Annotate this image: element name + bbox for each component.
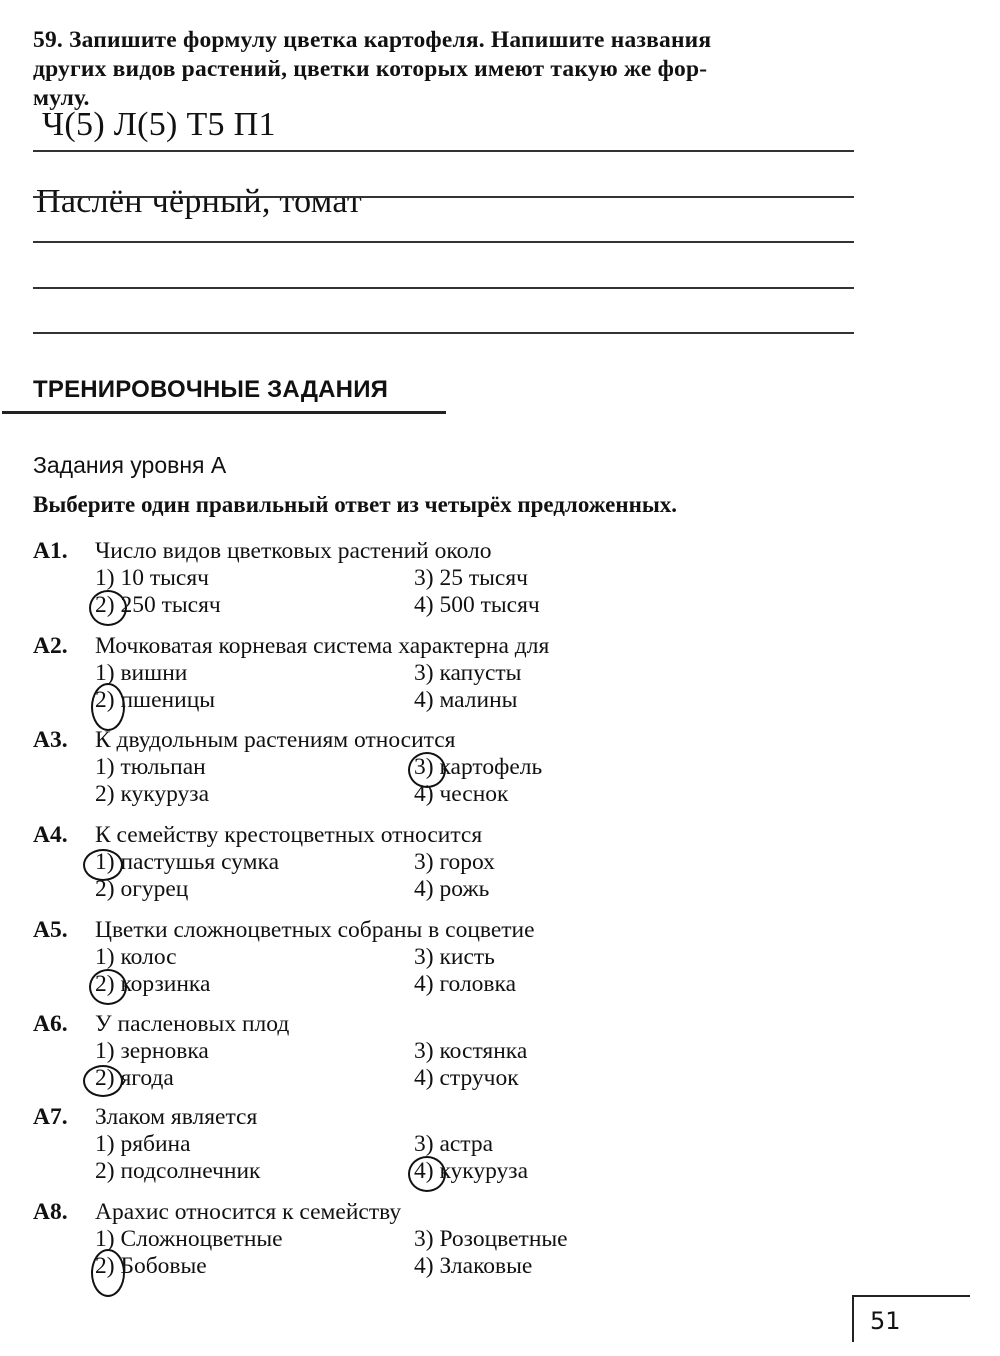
answer-option-2[interactable]: 2) корзинка [95, 971, 211, 997]
question-number: А4. [33, 822, 68, 848]
page-number: 51 [870, 1307, 901, 1335]
answer-option-1[interactable]: 1) вишни [95, 660, 188, 686]
task-59-prompt [33, 26, 863, 113]
answer-option-4[interactable]: 4) головка [414, 971, 517, 997]
section-heading: ТРЕНИРОВОЧНЫЕ ЗАДАНИЯ [33, 376, 389, 403]
task-59-line-2: других видов растений, цветки которых имеют такую же фор- [33, 56, 708, 82]
answer-option-1[interactable]: 1) 10 тысяч [95, 565, 209, 591]
task-59-line-3: мулу. [33, 85, 90, 111]
answer-option-3[interactable]: 3) горох [414, 849, 495, 875]
question-text: У пасленовых плод [95, 1011, 290, 1037]
answer-option-3[interactable]: 3) 25 тысяч [414, 565, 528, 591]
answer-option-1[interactable]: 1) тюльпан [95, 754, 206, 780]
question-number: А5. [33, 917, 68, 943]
answer-option-2[interactable]: 2) подсолнечник [95, 1158, 261, 1184]
instruction: Выберите один правильный ответ из четырёх предложенных. [33, 492, 678, 517]
question-8 [33, 1199, 713, 1283]
answer-option-1[interactable]: 1) колос [95, 944, 177, 970]
answer-line-5 [33, 332, 854, 334]
answer-formula[interactable]: Ч(5) Л(5) Т5 П1 [42, 106, 276, 143]
question-7 [33, 1104, 713, 1188]
answer-option-4[interactable]: 4) кукуруза [414, 1158, 529, 1184]
answer-option-3[interactable]: 3) капусты [414, 660, 522, 686]
level-label: Задания уровня А [33, 452, 227, 478]
answer-option-2[interactable]: 2) Бобовые [95, 1253, 207, 1279]
question-text: К двудольным растениям относится [95, 727, 456, 753]
answer-option-4[interactable]: 4) рожь [414, 876, 490, 902]
answer-option-1[interactable]: 1) Сложноцветные [95, 1226, 283, 1252]
answer-line-4 [33, 287, 854, 289]
question-number: А6. [33, 1011, 68, 1037]
answer-option-3[interactable]: 3) Розоцветные [414, 1226, 568, 1252]
question-text: Злаком является [95, 1104, 258, 1130]
answer-option-1[interactable]: 1) пастушья сумка [95, 849, 280, 875]
answer-option-2[interactable]: 2) 250 тысяч [95, 592, 221, 618]
question-text: Мочковатая корневая система характерна для [95, 633, 550, 659]
answer-option-4[interactable]: 4) чеснок [414, 781, 509, 807]
page-number-box [852, 1295, 970, 1342]
question-number: А3. [33, 727, 68, 753]
answer-option-2[interactable]: 2) пшеницы [95, 687, 216, 713]
question-text: К семейству крестоцветных относится [95, 822, 483, 848]
question-2 [33, 633, 713, 717]
answer-plants[interactable]: Паслён чёрный, томат [36, 183, 363, 220]
answer-option-3[interactable]: 3) кисть [414, 944, 495, 970]
answer-option-2[interactable]: 2) кукуруза [95, 781, 210, 807]
answer-option-4[interactable]: 4) стручок [414, 1065, 519, 1091]
answer-option-4[interactable]: 4) малины [414, 687, 518, 713]
answer-option-1[interactable]: 1) рябина [95, 1131, 191, 1157]
answer-option-2[interactable]: 2) огурец [95, 876, 189, 902]
task-59-line-1: 59. Запишите формулу цветка картофеля. Напишите названия [33, 27, 712, 53]
question-number: А2. [33, 633, 68, 659]
answer-option-4[interactable]: 4) 500 тысяч [414, 592, 540, 618]
answer-line-1 [33, 150, 854, 152]
answer-option-2[interactable]: 2) ягода [95, 1065, 174, 1091]
question-number: А1. [33, 538, 68, 564]
question-number: А8. [33, 1199, 68, 1225]
answer-option-3[interactable]: 3) костянка [414, 1038, 528, 1064]
question-3 [33, 727, 713, 811]
section-underline [2, 411, 446, 414]
question-5 [33, 917, 713, 1001]
question-4 [33, 822, 713, 906]
question-1 [33, 538, 713, 622]
question-6 [33, 1011, 713, 1095]
question-text: Цветки сложноцветных собраны в соцветие [95, 917, 535, 943]
answer-line-2 [33, 196, 854, 198]
answer-line-3 [33, 241, 854, 243]
answer-option-4[interactable]: 4) Злаковые [414, 1253, 533, 1279]
answer-option-3[interactable]: 3) картофель [414, 754, 543, 780]
question-number: А7. [33, 1104, 68, 1130]
answer-option-1[interactable]: 1) зерновка [95, 1038, 209, 1064]
answer-option-3[interactable]: 3) астра [414, 1131, 494, 1157]
question-text: Арахис относится к семейству [95, 1199, 402, 1225]
question-text: Число видов цветковых растений около [95, 538, 492, 564]
